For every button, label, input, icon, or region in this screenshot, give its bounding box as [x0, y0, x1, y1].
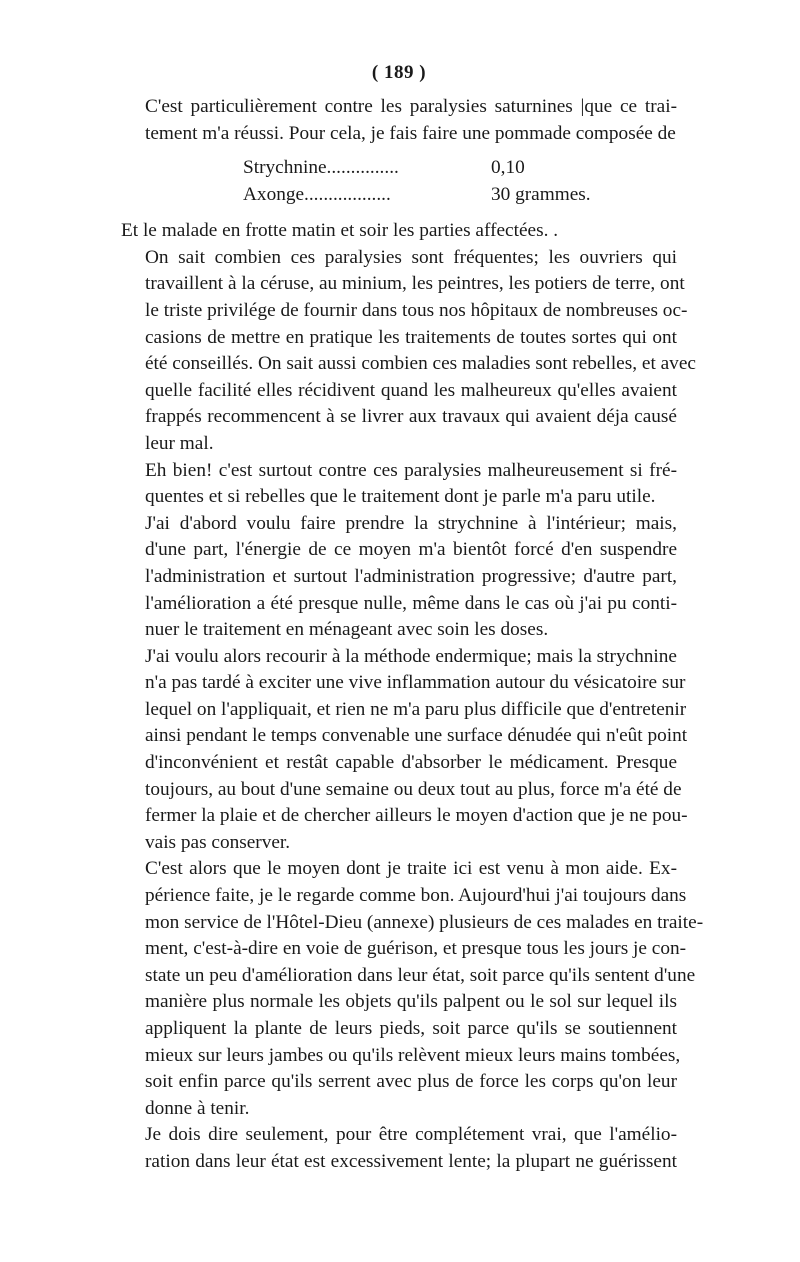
text-line: quelle facilité elles récidivent quand les malheureux qu'elles avaient	[145, 379, 677, 401]
paragraph	[121, 1122, 677, 1175]
text-line: ration dans leur état est excessivement lente; la plupart ne guérissent	[145, 1150, 677, 1172]
ingredient-quantity: 30 grammes.	[491, 184, 591, 206]
paragraph	[121, 458, 677, 511]
text-line: nuer le traitement en ménageant avec soin les doses.	[145, 619, 549, 641]
text-line: C'est particulièrement contre les paralysies saturnines |que ce trai-	[145, 96, 677, 117]
paragraph-after-formula	[121, 218, 677, 245]
text-line: n'a pas tardé à exciter une vive inflammation autour du vésicatoire sur	[145, 672, 686, 694]
text-line: J'ai d'abord voulu faire prendre la strychnine à l'intérieur; mais,	[145, 512, 677, 534]
text-line: tement m'a réussi. Pour cela, je fais faire une pommade composée de	[145, 122, 676, 144]
text-line: été conseillés. On sait aussi combien ces maladies sont rebelles, et avec	[145, 353, 696, 375]
text-line: state un peu d'amélioration dans leur état, soit parce qu'ils sentent d'une	[145, 964, 696, 986]
text-line: ainsi pendant le temps convenable une surface dénudée qui n'eût point	[145, 725, 688, 747]
text-line: vais pas conserver.	[145, 831, 291, 853]
text-line: mieux sur leurs jambes ou qu'ils relèvent mieux leurs mains tombées,	[145, 1044, 681, 1066]
formula-row-strychnine	[243, 154, 663, 181]
text-line: manière plus normale les objets qu'ils palpent ou le sol sur lequel ils	[145, 991, 677, 1013]
text-line: le triste privilége de fournir dans tous nos hôpitaux de nombreuses oc-	[145, 299, 688, 321]
ingredient-name: Axonge..................	[243, 184, 391, 206]
text-line: quentes et si rebelles que le traitement dont je parle m'a paru utile.	[145, 486, 656, 508]
text-line: l'amélioration a été presque nulle, même dans le cas où j'ai pu conti-	[145, 592, 677, 614]
text-line: Et le malade en frotte matin et soir les parties affectées. .	[121, 220, 559, 242]
text-line: mon service de l'Hôtel-Dieu (annexe) plusieurs de ces malades en traite-	[145, 911, 704, 933]
text-line: frappés recommencent à se livrer aux travaux qui avaient déja causé	[145, 406, 677, 428]
paragraph	[121, 511, 677, 644]
text-line: On sait combien ces paralysies sont fréquentes; les ouvriers qui	[145, 246, 677, 268]
text-line: J'ai voulu alors recourir à la méthode endermique; mais la strychnine	[145, 645, 677, 667]
text-line: travaillent à la céruse, au minium, les peintres, les potiers de terre, ont	[145, 273, 685, 295]
text-line: Eh bien! c'est surtout contre ces paralysies malheureusement si fré-	[145, 459, 677, 481]
text-line: fermer la plaie et de chercher ailleurs le moyen d'action que je ne pou-	[145, 805, 688, 827]
ingredient-name: Strychnine...............	[243, 157, 399, 179]
text-line: casions de mettre en pratique les traitements de toutes sortes qui ont	[145, 326, 677, 348]
text-line: C'est alors que le moyen dont je traite ici est venu à mon aide. Ex-	[145, 858, 677, 880]
text-line: d'inconvénient et restât capable d'absorber le médicament. Presque	[145, 752, 677, 774]
text-line: soit enfin parce qu'ils serrent avec plus de force les corps qu'on leur	[145, 1071, 677, 1093]
text-line: périence faite, je le regarde comme bon. Aujourd'hui j'ai toujours dans	[145, 885, 687, 907]
paragraph	[121, 856, 704, 1122]
book-page	[121, 60, 704, 1176]
text-line: toujours, au bout d'une semaine ou deux tout au plus, force m'a été de	[145, 778, 682, 800]
ingredient-quantity: 0,10	[491, 157, 525, 179]
page-number: ( 189 )	[371, 62, 427, 83]
text-line: leur mal.	[145, 432, 214, 454]
text-line: l'administration et surtout l'administration progressive; d'autre part,	[145, 565, 677, 587]
text-line: Je dois dire seulement, pour être complétement vrai, que l'amélio-	[145, 1124, 677, 1146]
text-line: appliquent la plante de leurs pieds, soit parce qu'ils se soutiennent	[145, 1018, 677, 1039]
text-line: ment, c'est-à-dire en voie de guérison, et presque tous les jours je con-	[145, 938, 687, 960]
paragraph	[121, 245, 696, 458]
text-line: donne à tenir.	[145, 1097, 250, 1119]
text-line: d'une part, l'énergie de ce moyen m'a bientôt forcé d'en suspendre	[145, 539, 677, 561]
text-line: lequel on l'appliquait, et rien ne m'a paru plus difficile que d'entretenir	[145, 698, 687, 720]
formula-table	[121, 154, 677, 208]
formula-row-axonge	[243, 181, 663, 208]
paragraph	[121, 644, 688, 857]
paragraph-intro	[121, 94, 677, 147]
